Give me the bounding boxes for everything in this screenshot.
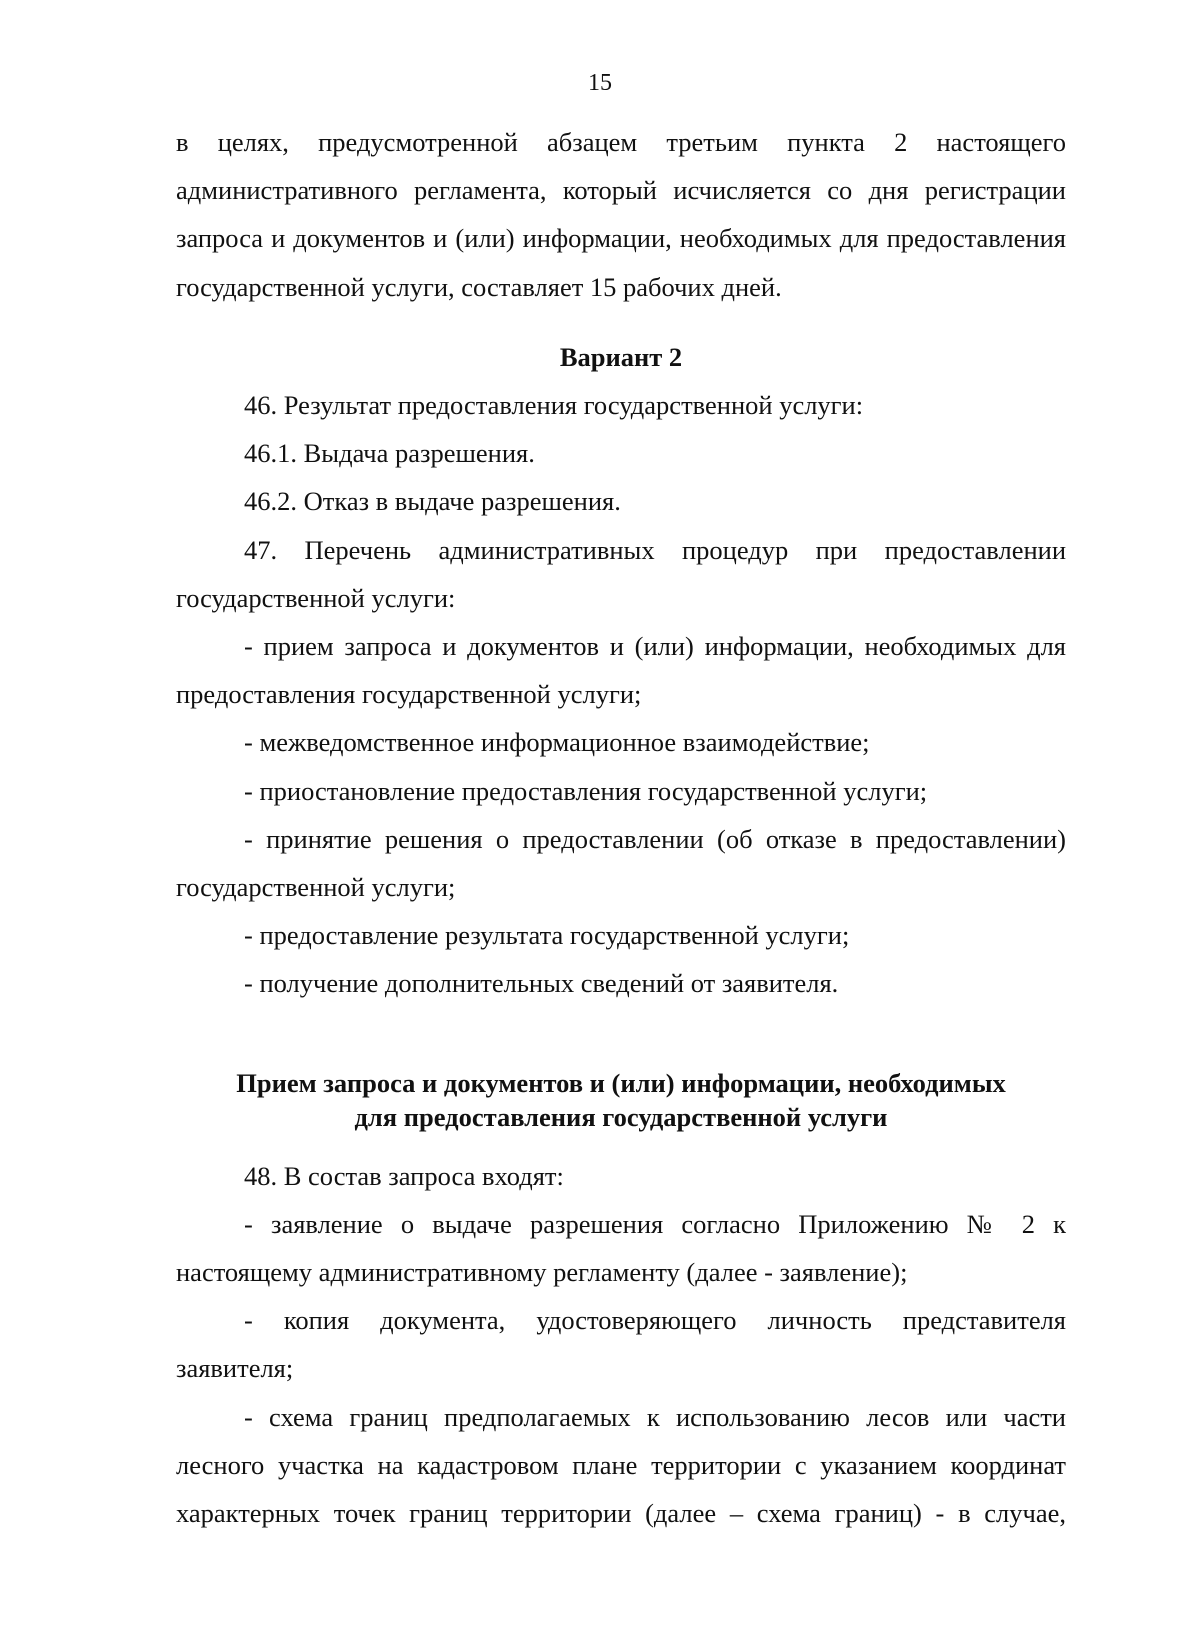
paragraph-46-2: 46.2. Отказ в выдаче разрешения. — [244, 486, 621, 517]
list-item: - принятие решения о предоставлении (об отказе в предоставлении) государственной услуги; — [176, 823, 1066, 903]
list-item: - получение дополнительных сведений от заявителя. — [244, 968, 839, 999]
list-item: - предоставление результата государственной услуги; — [244, 920, 850, 951]
page-number: 15 — [588, 70, 612, 96]
paragraph-46-1: 46.1. Выдача разрешения. — [244, 438, 535, 469]
section-heading-line: для предоставления государственной услуги — [354, 1101, 888, 1132]
list-item: - заявление о выдаче разрешения согласно Приложению № 2 к настоящему административному регламенту (далее - заявление); — [176, 1208, 1066, 1288]
paragraph-48: 48. В состав запроса входят: — [244, 1160, 564, 1191]
list-item: - схема границ предполагаемых к использованию лесов или части лесного участка на кадастровом плане территории с указанием координат характерных точек границ территории (далее – схема границ) - в случае, — [176, 1401, 1066, 1529]
list-item: - прием запроса и документов и (или) информации, необходимых для предоставления государственной услуги; — [176, 631, 1066, 710]
paragraph-continuation: в целях, предусмотренной абзацем третьим пункта 2 настоящего административного регламента, который исчисляется со дня регистрации запроса и документов и (или) информации, необходимых для предоставления государственной услуги, составляет 15 рабочих дней. — [176, 127, 1066, 302]
document-body — [176, 118, 1066, 1537]
section-heading-line: Прием запроса и документов и (или) информации, необходимых — [236, 1067, 1006, 1098]
list-item: - межведомственное информационное взаимодействие; — [244, 727, 870, 758]
variant-heading: Вариант 2 — [559, 341, 683, 372]
paragraph-46: 46. Результат предоставления государственной услуги: — [244, 390, 864, 421]
section-heading — [176, 1066, 1066, 1134]
list-item: - копия документа, удостоверяющего личность представителя заявителя; — [176, 1305, 1066, 1384]
list-item: - приостановление предоставления государственной услуги; — [244, 775, 928, 806]
paragraph-47: 47. Перечень административных процедур при предоставлении государственной услуги: — [176, 534, 1066, 613]
